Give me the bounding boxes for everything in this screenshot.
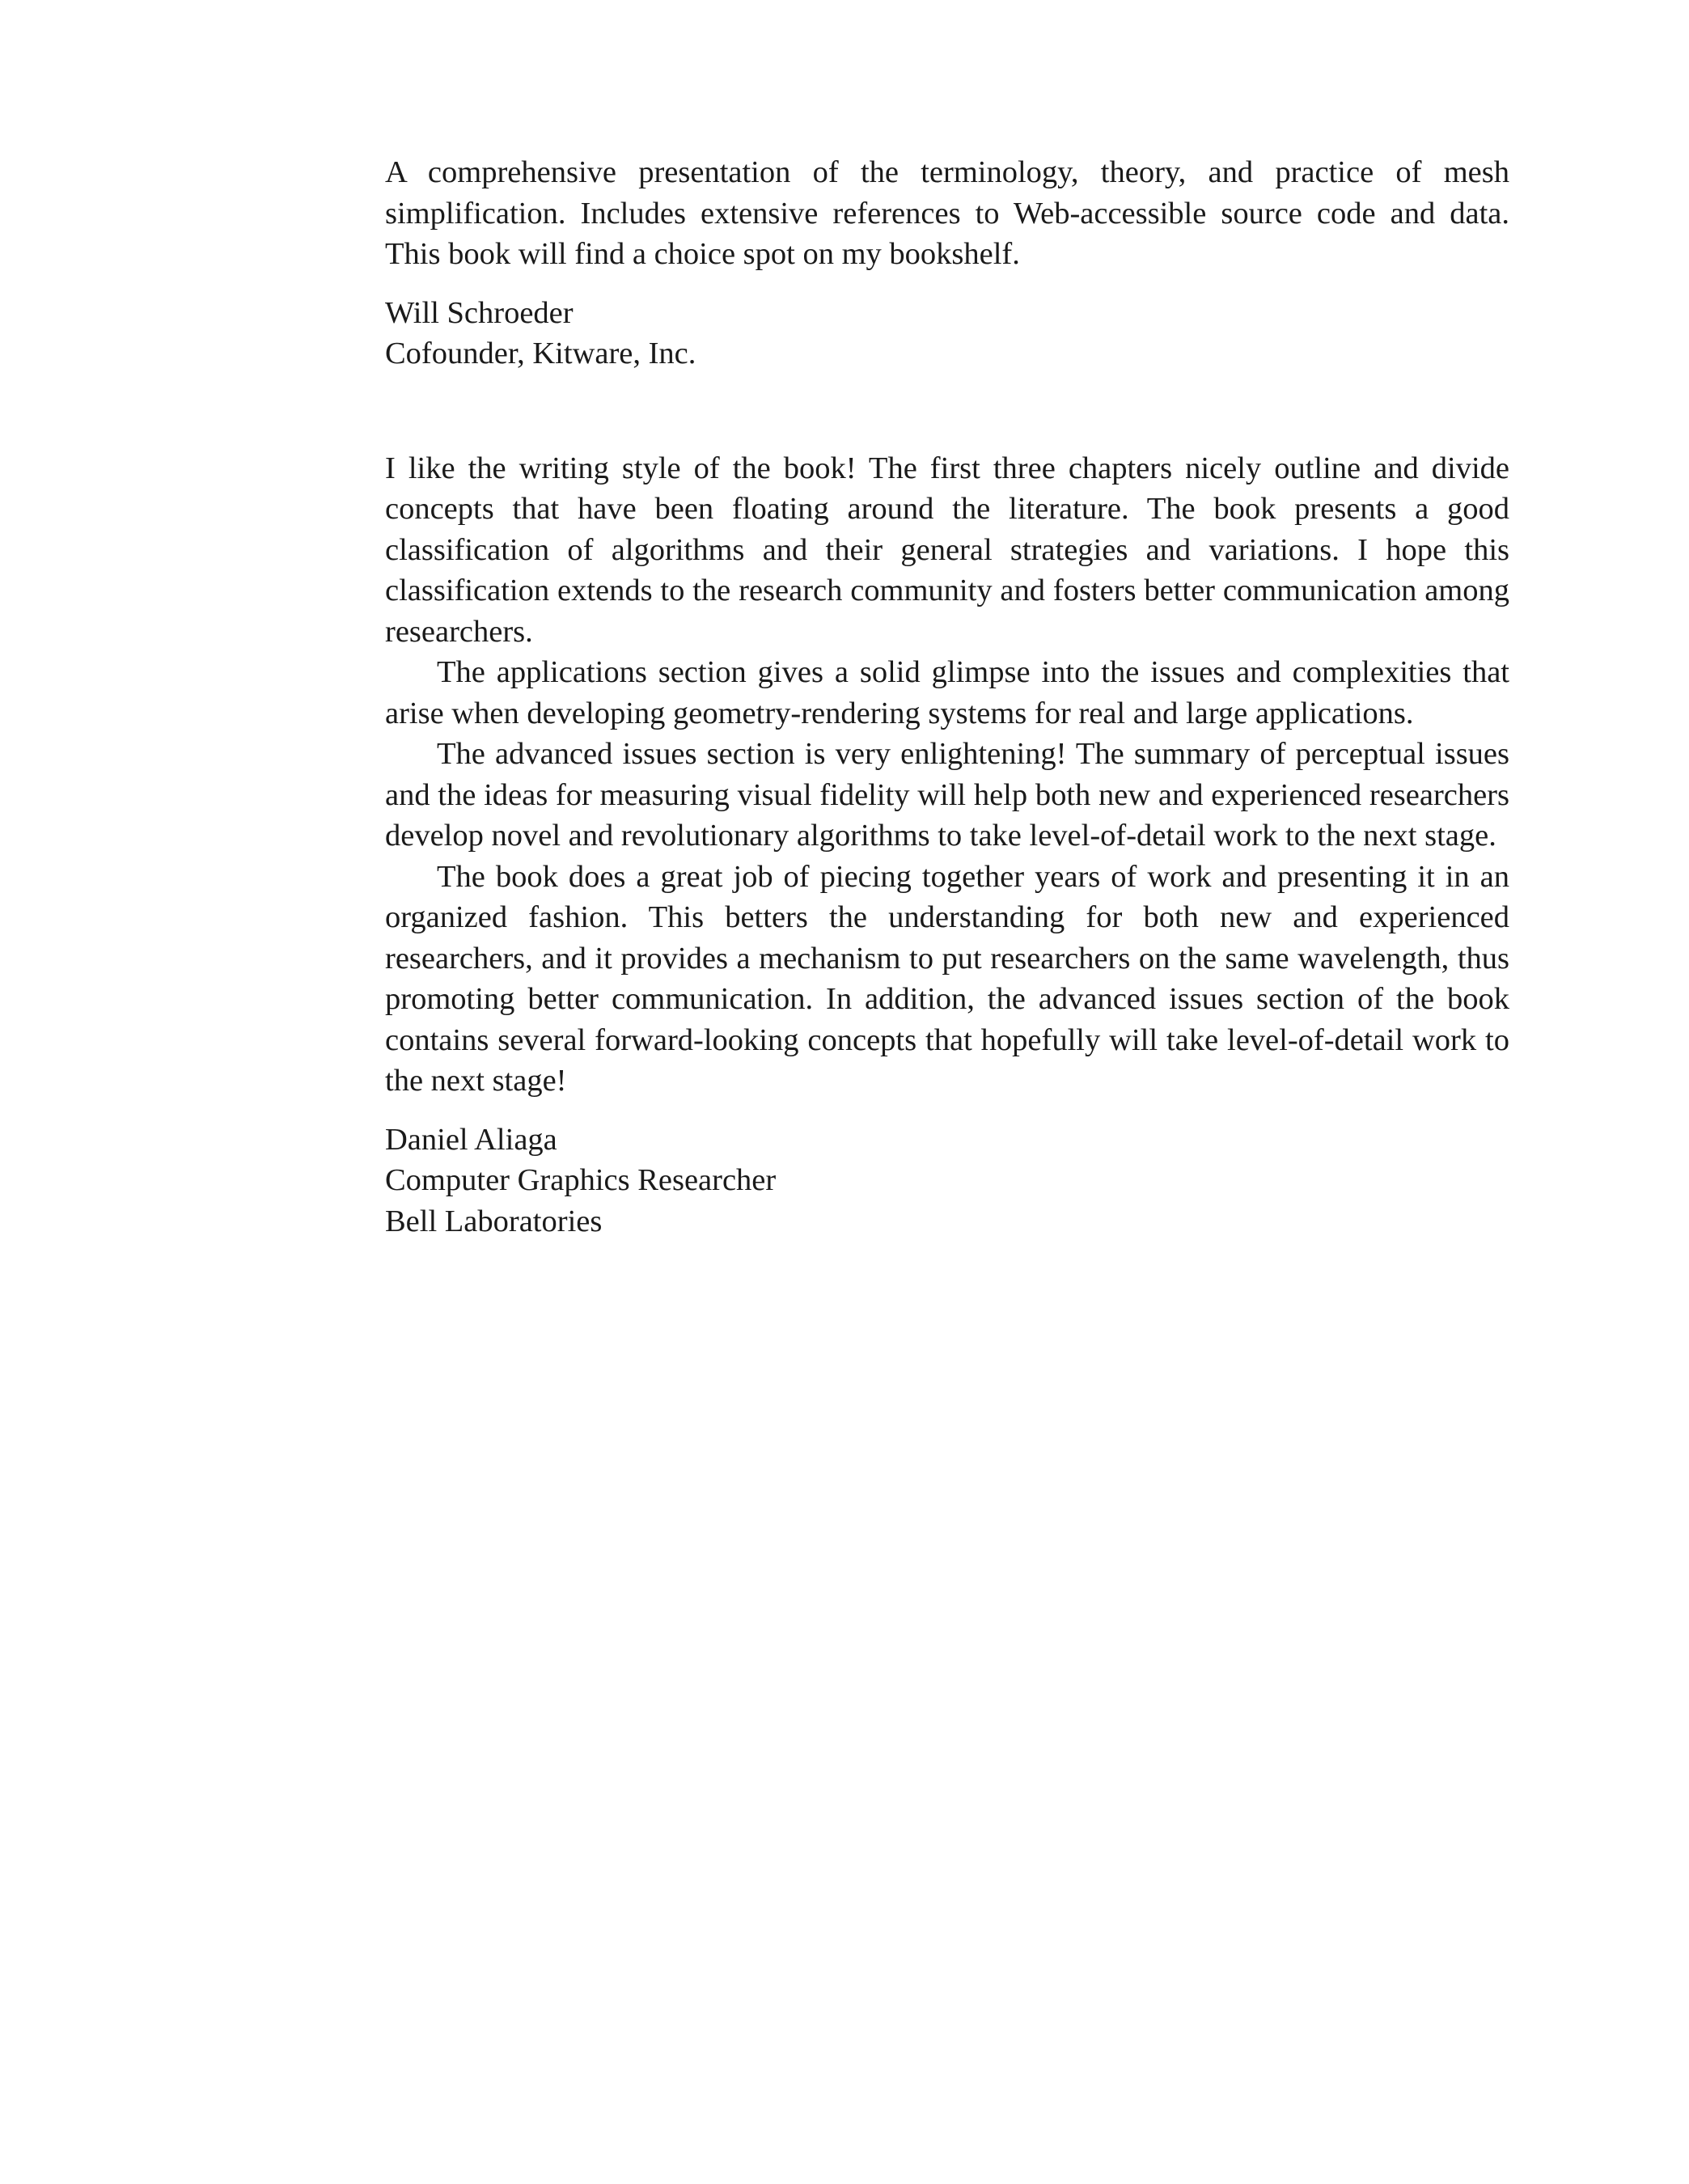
author-name: Will Schroeder xyxy=(385,295,574,330)
blurb-aliaga xyxy=(385,448,1509,1242)
blurb-paragraph: I like the writing style of the book! The first three chapters nicely outline and divide concepts that have been floating around the literature. The book presents a good classification of algorithms and their general strategies and variations. I hope this classification extends to the research community and fosters better communication among researchers. xyxy=(385,451,1509,649)
author-title: Computer Graphics Researcher xyxy=(385,1163,777,1197)
author-organization: Bell Laboratories xyxy=(385,1204,603,1238)
blurb-paragraph: The advanced issues section is very enlightening! The summary of perceptual issues and the ideas for measuring visual fidelity will help both new and experienced researchers develop novel and revolutionary algorithms to take level-of-detail work to the next stage. xyxy=(385,737,1509,853)
section-spacer xyxy=(385,375,1509,448)
blurb-paragraph: The applications section gives a solid glimpse into the issues and complexities that arise when developing geometry-rendering systems for real and large applications. xyxy=(385,655,1509,730)
author-name: Daniel Aliaga xyxy=(385,1122,557,1157)
blurb-attribution xyxy=(385,1120,1509,1242)
author-title: Cofounder, Kitware, Inc. xyxy=(385,336,696,370)
blurb-paragraph: A comprehensive presentation of the terminology, theory, and practice of mesh simplification. Includes extensive references to Web-accessible source code and data. This book will find a choice spot on my bookshelf. xyxy=(385,155,1509,271)
blurb-schroeder xyxy=(385,152,1509,375)
page-content xyxy=(385,152,1509,1242)
blurb-attribution xyxy=(385,293,1509,375)
blurb-paragraph: The book does a great job of piecing together years of work and presenting it in an organized fashion. This betters the understanding for both new and experienced researchers, and it provides a mechanism to put researchers on the same wavelength, thus promoting better communication. In addition, the advanced issues section of the book contains several forward-looking concepts that hopefully will take level-of-detail work to the next stage! xyxy=(385,859,1509,1098)
